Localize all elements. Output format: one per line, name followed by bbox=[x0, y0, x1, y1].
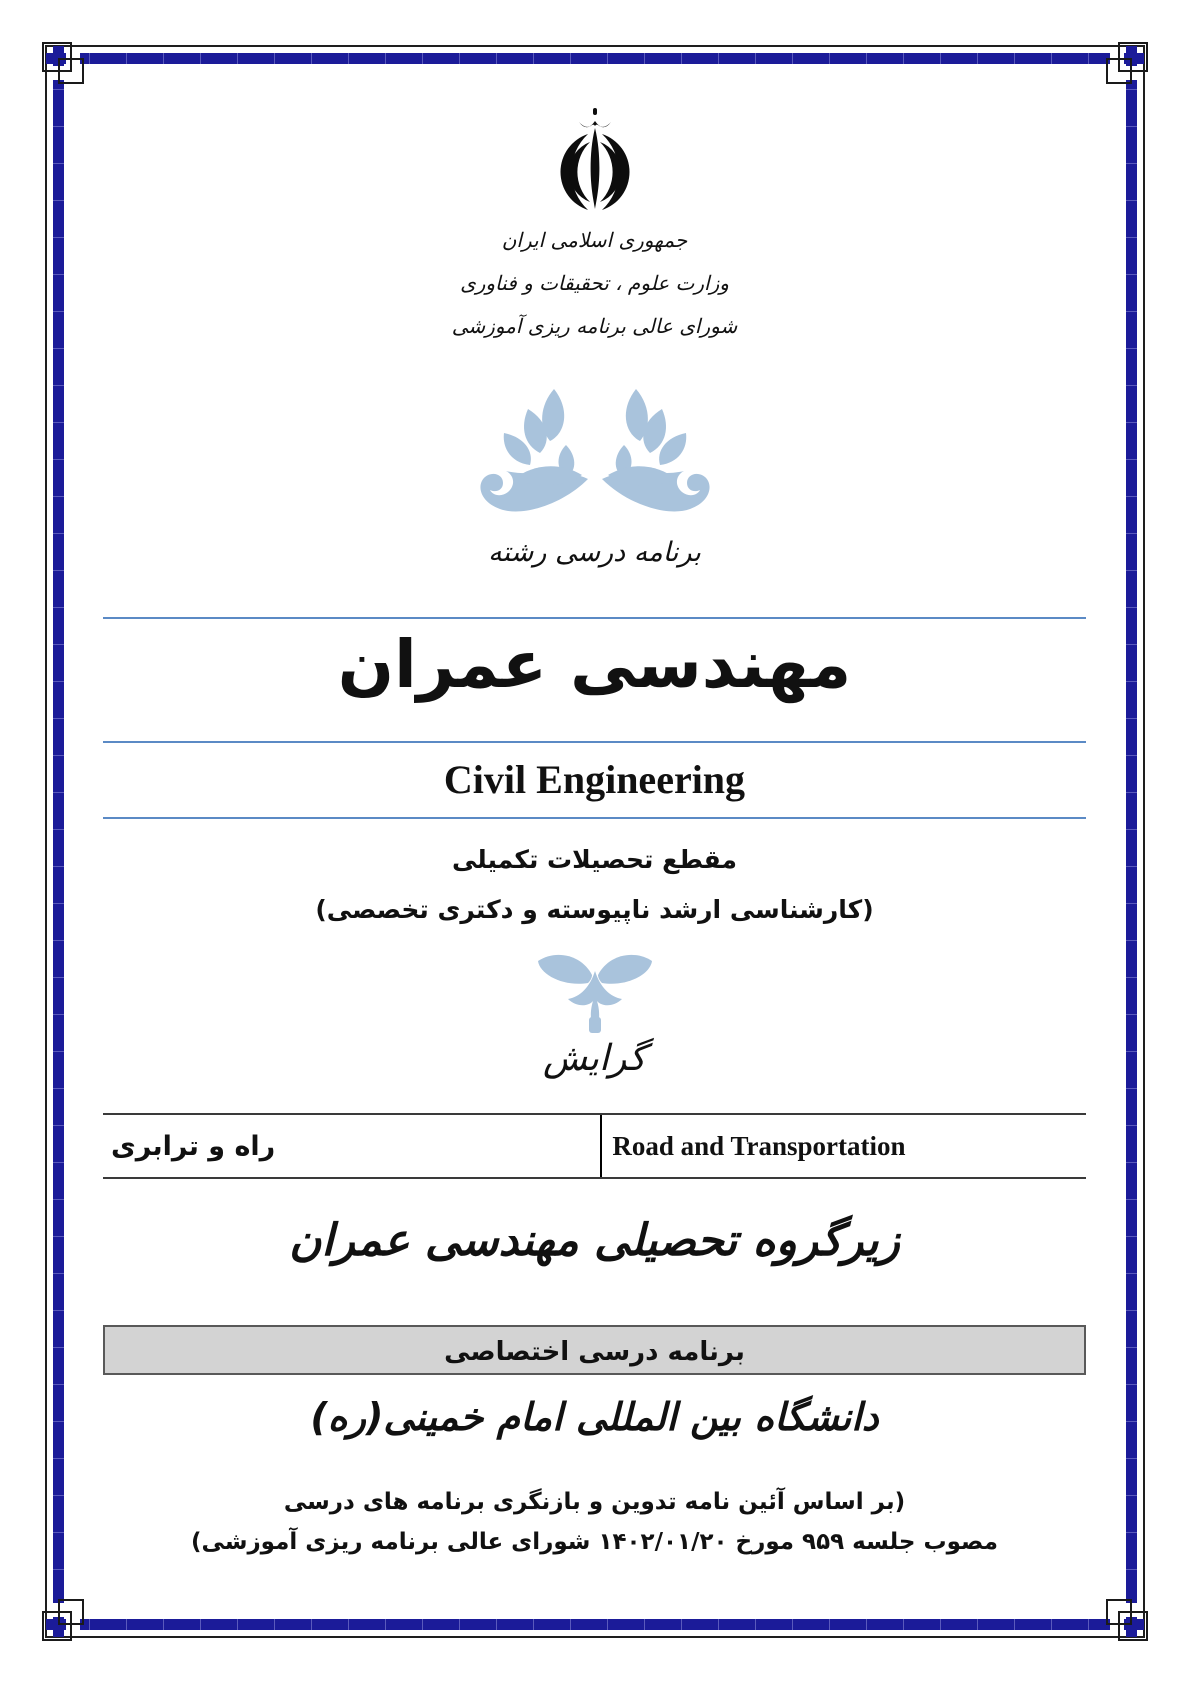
orientation-name-fa: راه و ترابری bbox=[111, 1130, 276, 1162]
iran-national-emblem-icon bbox=[103, 108, 1086, 224]
header-country-line: جمهوری اسلامی ایران bbox=[501, 228, 688, 252]
frame-band-right bbox=[1126, 53, 1137, 1630]
program-title-en: Civil Engineering bbox=[443, 757, 746, 802]
divider-rule bbox=[103, 817, 1086, 819]
orientation-label: گرایش bbox=[543, 1038, 646, 1079]
program-level-line: مقطع تحصیلات تکمیلی bbox=[451, 845, 738, 874]
divider-rule bbox=[103, 617, 1086, 619]
specialized-curriculum-banner: برنامه درسی اختصاصی bbox=[103, 1325, 1086, 1375]
orientation-table bbox=[103, 1113, 1086, 1179]
divider-rule bbox=[103, 741, 1086, 743]
header-ministry-line: وزارت علوم ، تحقیقات و فناوری bbox=[460, 271, 729, 295]
footnote-line-2: مصوب جلسه ۹۵۹ مورخ ۱۴۰۲/۰۱/۲۰ شورای عالی برنامه ریزی آموزشی) bbox=[191, 1529, 998, 1555]
program-degrees-line: (کارشناسی ارشد ناپیوسته و دکتری تخصصی) bbox=[315, 895, 874, 924]
subgroup-line: زیرگروه تحصیلی مهندسی عمران bbox=[289, 1215, 900, 1266]
frame-band-left bbox=[53, 53, 64, 1630]
university-name: دانشگاه بین المللی امام خمینی(ره) bbox=[310, 1395, 879, 1439]
orientation-name-en: Road and Transportation bbox=[612, 1130, 906, 1161]
small-floral-ornament bbox=[103, 945, 1086, 1041]
header-council-line: شورای عالی برنامه ریزی آموزشی bbox=[451, 314, 738, 338]
footnote-line-1: (بر اساس آئین نامه تدوین و بازنگری برنامه های درسی bbox=[283, 1489, 906, 1515]
floral-flourish-ornament bbox=[103, 383, 1086, 525]
program-intro-label: برنامه درسی رشته bbox=[488, 537, 701, 568]
program-title-fa: مهندسی عمران bbox=[337, 626, 852, 703]
